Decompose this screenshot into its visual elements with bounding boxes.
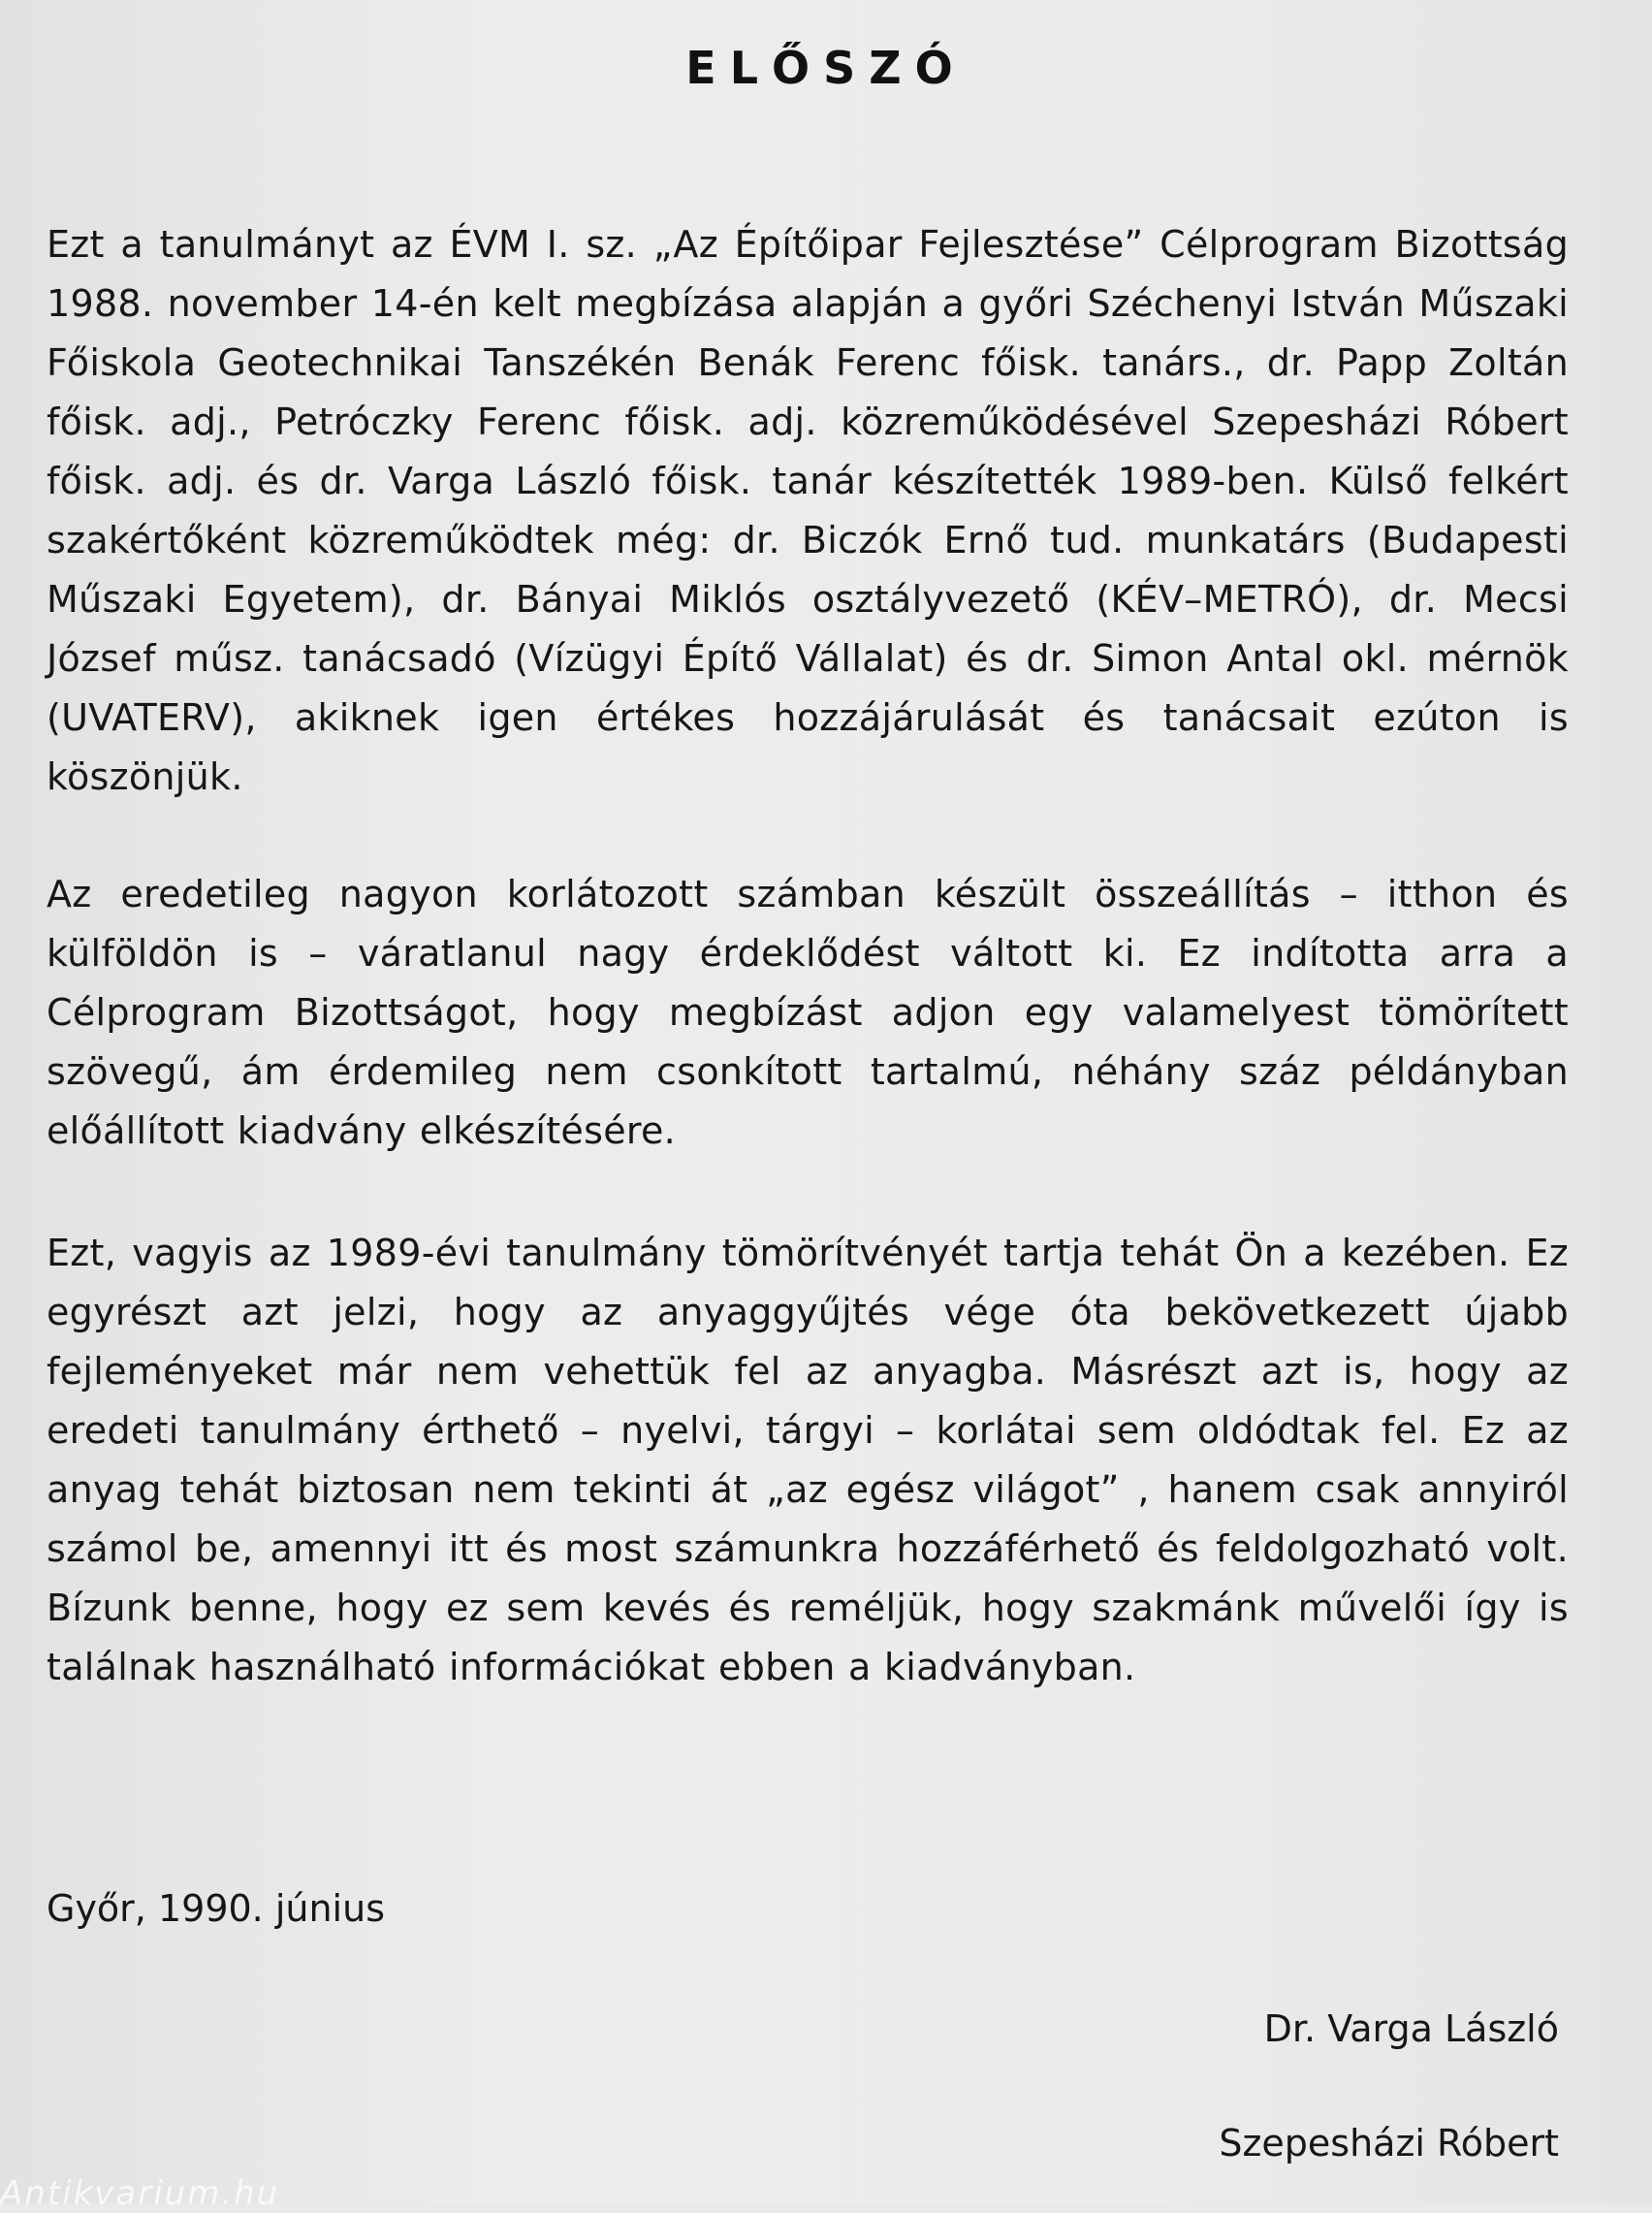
watermark: Antikvarium.hu	[0, 2174, 280, 2213]
signatory-1: Dr. Varga László	[1263, 2007, 1559, 2050]
page-title: ELŐSZÓ	[685, 42, 967, 94]
paragraph-2: Az eredetileg nagyon korlátozott számban készült összeállítás – itthon és külföldön is – váratlanul nagy érdeklődést váltott ki. Ez indította arra a Célprogram Bizottságot, hogy megbízást adjon egy valamelyest tömörített szövegű, ám érdemileg nem csonkított tartalmú, néhány száz példányban előállított kiadvány elkészítésére.	[47, 873, 1569, 1152]
signatory-2: Szepesházi Róbert	[1219, 2122, 1559, 2165]
paragraph-1: Ezt a tanulmányt az ÉVM I. sz. „Az Építőipar Fejlesztése” Célprogram Bizottság 1988. november 14-én kelt megbízása alapján a győri Széchenyi István Műszaki Főiskola Geotechnikai Tanszékén Benák Ferenc főisk. tanárs., dr. Papp Zoltán főisk. adj., Petróczky Ferenc főisk. adj. közreműködésével Szepesházi Róbert főisk. adj. és dr. Varga László főisk. tanár készítették 1989-ben. Külső felkért szakértőként közreműködtek még: dr. Biczók Ernő tud. munkatárs (Budapesti Műszaki Egyetem), dr. Bányai Miklós osztályvezető (KÉV–METRÓ), dr. Mecsi József műsz. tanácsadó (Vízügyi Építő Vállalat) és dr. Simon Antal okl. mérnök (UVATERV), akiknek igen értékes hozzájárulását és tanácsait ezúton is köszönjük.	[47, 223, 1569, 798]
paragraph-3: Ezt, vagyis az 1989-évi tanulmány tömörítvényét tartja tehát Ön a kezében. Ez egyrészt azt jelzi, hogy az anyaggyűjtés vége óta bekövetkezett újabb fejleményeket már nem vehettük fel az anyagba. Másrészt azt is, hogy az eredeti tanulmány érthető – nyelvi, tárgyi – korlátai sem oldódtak fel. Ez az anyag tehát biztosan nem tekinti át „az egész világot” , hanem csak annyiról számol be, amennyi itt és most számunkra hozzáférhető és feldolgozható volt. Bízunk benne, hogy ez sem kevés és reméljük, hogy szakmánk művelői így is találnak használható információkat ebben a kiadványban.	[47, 1232, 1569, 1688]
place-and-date: Győr, 1990. június	[47, 1887, 385, 1930]
